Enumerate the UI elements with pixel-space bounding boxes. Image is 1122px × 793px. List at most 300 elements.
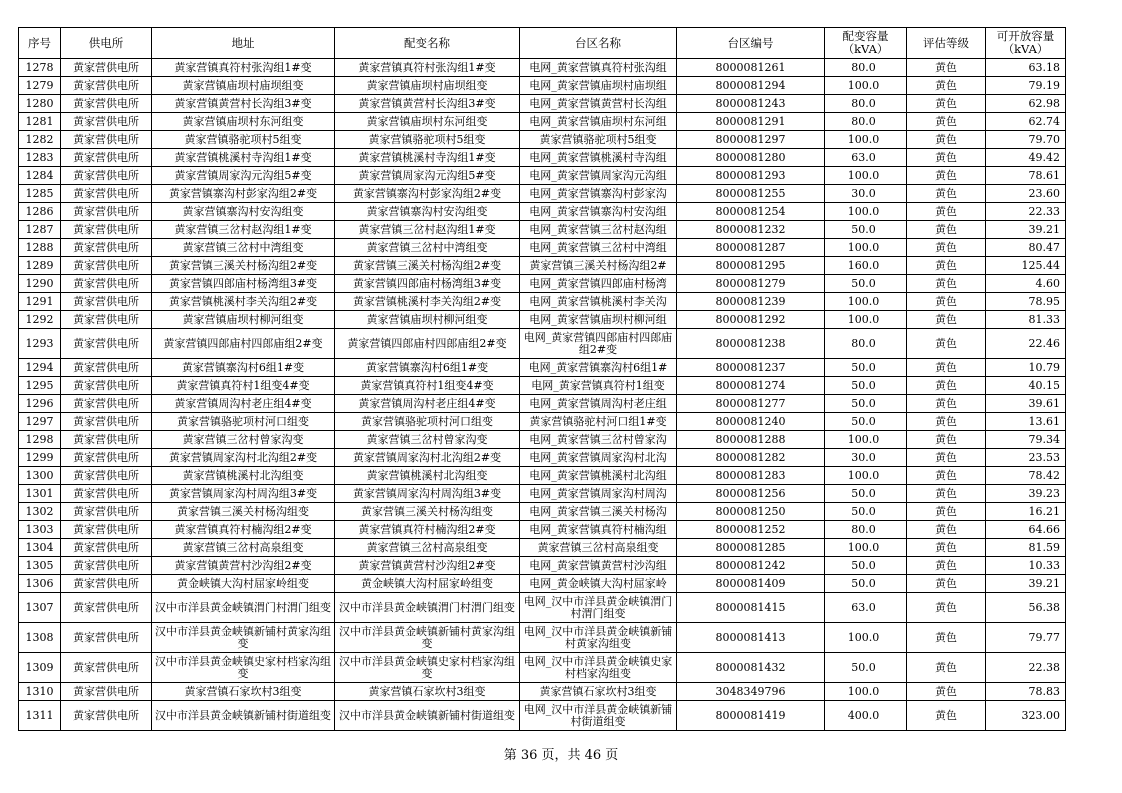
table-cell: 1298: [19, 431, 61, 449]
table-cell: 黄家营镇石家坎村3组变: [152, 683, 335, 701]
col-header-area-id: 台区编号: [677, 28, 825, 59]
table-cell: 8000081254: [677, 203, 825, 221]
table-cell: 80.0: [825, 329, 907, 359]
table-cell: 1279: [19, 77, 61, 95]
table-cell: 黄家营镇三溪关村杨沟组2#变: [152, 257, 335, 275]
table-cell: 1286: [19, 203, 61, 221]
table-cell: 160.0: [825, 257, 907, 275]
table-cell: 黄家营镇桃溪村李关沟组2#变: [152, 293, 335, 311]
table-cell: 黄家营镇三岔村高泉组变: [152, 539, 335, 557]
table-cell: 黄家营镇四郎庙村四郎庙组2#变: [152, 329, 335, 359]
table-cell: 1307: [19, 593, 61, 623]
table-cell: 黄家营镇三溪关村杨沟组变: [335, 503, 520, 521]
table-cell: 黄家营镇三岔村曾家沟变: [335, 431, 520, 449]
table-cell: 黄色: [907, 557, 986, 575]
table-cell: 电网_黄家营镇周家沟村周沟: [520, 485, 677, 503]
table-cell: 黄色: [907, 185, 986, 203]
table-cell: 电网_黄家营镇真符村楠沟组: [520, 521, 677, 539]
table-cell: 50.0: [825, 395, 907, 413]
page-footer: 第 36 页，共 46 页: [503, 748, 619, 763]
table-cell: 黄家营供电所: [61, 149, 152, 167]
table-cell: 黄色: [907, 683, 986, 701]
table-cell: 23.53: [986, 449, 1066, 467]
table-cell: 22.33: [986, 203, 1066, 221]
table-cell: 8000081277: [677, 395, 825, 413]
table-cell: 30.0: [825, 449, 907, 467]
table-cell: 1303: [19, 521, 61, 539]
table-cell: 81.33: [986, 311, 1066, 329]
table-cell: 黄家营供电所: [61, 653, 152, 683]
table-cell: 100.0: [825, 311, 907, 329]
table-cell: 黄色: [907, 149, 986, 167]
table-cell: 电网_黄家营镇庙坝村东河组: [520, 113, 677, 131]
table-cell: 49.42: [986, 149, 1066, 167]
col-header-area-name: 台区名称: [520, 28, 677, 59]
table-cell: 黄家营镇四郎庙村杨湾组3#变: [335, 275, 520, 293]
table-cell: 黄色: [907, 329, 986, 359]
table-cell: 汉中市洋县黄金峡镇渭门村渭门组变: [152, 593, 335, 623]
table-cell: 400.0: [825, 701, 907, 731]
table-cell: 100.0: [825, 623, 907, 653]
table-cell: 黄金峡镇大沟村屈家岭组变: [152, 575, 335, 593]
table-cell: 黄家营镇真符村张沟组1#变: [335, 59, 520, 77]
table-cell: 8000081238: [677, 329, 825, 359]
table-cell: 62.74: [986, 113, 1066, 131]
table-row: [19, 575, 1066, 593]
table-cell: 8000081432: [677, 653, 825, 683]
table-cell: 黄色: [907, 311, 986, 329]
table-cell: 电网_黄家营镇黄营村长沟组: [520, 95, 677, 113]
table-cell: 50.0: [825, 221, 907, 239]
table-cell: 黄家营镇周家沟村北沟组2#变: [335, 449, 520, 467]
table-cell: 黄家营镇三岔村高泉组变: [335, 539, 520, 557]
table-cell: 50.0: [825, 485, 907, 503]
table-cell: 黄家营供电所: [61, 701, 152, 731]
table-cell: 黄家营镇寨沟村安沟组变: [335, 203, 520, 221]
table-cell: 80.0: [825, 521, 907, 539]
table-cell: 黄家营供电所: [61, 167, 152, 185]
table-cell: 黄色: [907, 395, 986, 413]
table-row: [19, 683, 1066, 701]
table-cell: 黄家营镇真符村张沟组1#变: [152, 59, 335, 77]
table-cell: 1308: [19, 623, 61, 653]
table-cell: 8000081297: [677, 131, 825, 149]
table-cell: 62.98: [986, 95, 1066, 113]
table-cell: 黄家营镇三溪关村杨沟组2#: [520, 257, 677, 275]
table-cell: 黄家营镇寨沟村6组1#变: [152, 359, 335, 377]
table-cell: 黄金峡镇大沟村屈家岭组变: [335, 575, 520, 593]
table-cell: 50.0: [825, 359, 907, 377]
table-cell: 电网_黄家营镇寨沟村安沟组: [520, 203, 677, 221]
table-cell: 黄色: [907, 239, 986, 257]
table-cell: 100.0: [825, 203, 907, 221]
table-cell: 1302: [19, 503, 61, 521]
table-cell: 黄家营镇庙坝村柳河组变: [335, 311, 520, 329]
table-cell: 黄色: [907, 77, 986, 95]
table-row: [19, 467, 1066, 485]
table-cell: 黄家营镇寨沟村彭家沟组2#变: [335, 185, 520, 203]
table-cell: 8000081409: [677, 575, 825, 593]
table-cell: 1300: [19, 467, 61, 485]
table-cell: 8000081292: [677, 311, 825, 329]
table-cell: 黄色: [907, 113, 986, 131]
table-row: [19, 257, 1066, 275]
table-cell: 8000081237: [677, 359, 825, 377]
table-cell: 50.0: [825, 575, 907, 593]
table-cell: 39.61: [986, 395, 1066, 413]
table-cell: 汉中市洋县黄金峡镇新铺村街道组变: [335, 701, 520, 731]
table-cell: 黄家营供电所: [61, 623, 152, 653]
table-cell: 13.61: [986, 413, 1066, 431]
table-cell: 黄色: [907, 539, 986, 557]
table-cell: 黄色: [907, 293, 986, 311]
table-row: [19, 185, 1066, 203]
table-cell: 黄家营镇三岔村中湾组变: [335, 239, 520, 257]
capacity-table: [18, 27, 1066, 731]
table-cell: 3048349796: [677, 683, 825, 701]
table-cell: 黄家营镇庙坝村东河组变: [152, 113, 335, 131]
table-cell: 50.0: [825, 275, 907, 293]
table-cell: 323.00: [986, 701, 1066, 731]
table-cell: 黄家营供电所: [61, 359, 152, 377]
table-cell: 电网_黄家营镇三岔村中湾组: [520, 239, 677, 257]
table-cell: 电网_黄家营镇三溪关村杨沟: [520, 503, 677, 521]
table-cell: 黄家营镇寨沟村彭家沟组2#变: [152, 185, 335, 203]
table-cell: 1293: [19, 329, 61, 359]
table-cell: 黄家营镇四郎庙村杨湾组3#变: [152, 275, 335, 293]
table-row: [19, 293, 1066, 311]
col-header-open-capacity: 可开放容量 （kVA）: [986, 28, 1066, 59]
table-cell: 黄家营镇黄营村长沟组3#变: [152, 95, 335, 113]
table-cell: 黄家营供电所: [61, 275, 152, 293]
table-cell: 黄家营镇三溪关村杨沟组变: [152, 503, 335, 521]
table-cell: 黄色: [907, 431, 986, 449]
table-cell: 黄家营供电所: [61, 113, 152, 131]
table-cell: 黄家营供电所: [61, 521, 152, 539]
table-row: [19, 623, 1066, 653]
table-cell: 100.0: [825, 131, 907, 149]
header-row: [19, 28, 1066, 59]
table-cell: 黄家营镇三岔村曾家沟变: [152, 431, 335, 449]
table-cell: 16.21: [986, 503, 1066, 521]
table-cell: 63.18: [986, 59, 1066, 77]
table-cell: 汉中市洋县黄金峡镇新铺村街道组变: [152, 701, 335, 731]
table-cell: 80.47: [986, 239, 1066, 257]
table-cell: 黄家营镇庙坝村庙坝组变: [335, 77, 520, 95]
table-cell: 黄家营镇庙坝村庙坝组变: [152, 77, 335, 95]
table-cell: 1284: [19, 167, 61, 185]
table-cell: 黄家营镇三溪关村杨沟组2#变: [335, 257, 520, 275]
table-cell: 黄家营镇周沟村老庄组4#变: [152, 395, 335, 413]
table-cell: 黄家营镇黄营村沙沟组2#变: [335, 557, 520, 575]
table-cell: 黄色: [907, 623, 986, 653]
table-cell: 电网_黄家营镇桃溪村北沟组: [520, 467, 677, 485]
table-cell: 1304: [19, 539, 61, 557]
table-cell: 黄家营镇石家坎村3组变: [520, 683, 677, 701]
table-cell: 8000081252: [677, 521, 825, 539]
table-cell: 8000081240: [677, 413, 825, 431]
table-cell: 10.79: [986, 359, 1066, 377]
table-cell: 黄色: [907, 449, 986, 467]
table-cell: 79.34: [986, 431, 1066, 449]
table-cell: 电网_汉中市洋县黄金峡镇新铺村黄家沟组变: [520, 623, 677, 653]
table-cell: 黄家营镇三岔村赵沟组1#变: [152, 221, 335, 239]
table-cell: 1291: [19, 293, 61, 311]
table-cell: 8000081283: [677, 467, 825, 485]
table-row: [19, 485, 1066, 503]
table-cell: 1287: [19, 221, 61, 239]
table-cell: 黄家营镇寨沟村安沟组变: [152, 203, 335, 221]
table-cell: 黄色: [907, 275, 986, 293]
table-cell: 1290: [19, 275, 61, 293]
table-cell: 1310: [19, 683, 61, 701]
table-cell: 黄家营镇桃溪村北沟组变: [152, 467, 335, 485]
table-cell: 8000081242: [677, 557, 825, 575]
table-cell: 黄家营镇周家沟村周沟组3#变: [335, 485, 520, 503]
table-cell: 黄色: [907, 167, 986, 185]
table-cell: 8000081415: [677, 593, 825, 623]
table-row: [19, 113, 1066, 131]
table-row: [19, 329, 1066, 359]
table-cell: 黄家营镇真符村1组变4#变: [335, 377, 520, 395]
table-cell: 黄色: [907, 503, 986, 521]
table-cell: 黄家营供电所: [61, 95, 152, 113]
table-cell: 汉中市洋县黄金峡镇史家村档家沟组变: [335, 653, 520, 683]
table-cell: 78.42: [986, 467, 1066, 485]
table-cell: 39.21: [986, 221, 1066, 239]
table-cell: 黄家营供电所: [61, 485, 152, 503]
col-header-address: 地址: [152, 28, 335, 59]
table-cell: 电网_黄家营镇寨沟村6组1#: [520, 359, 677, 377]
table-cell: 电网_黄家营镇桃溪村李关沟: [520, 293, 677, 311]
table-row: [19, 59, 1066, 77]
table-cell: 100.0: [825, 431, 907, 449]
table-cell: 黄家营镇三岔村中湾组变: [152, 239, 335, 257]
table-cell: 8000081293: [677, 167, 825, 185]
table-cell: 黄家营供电所: [61, 557, 152, 575]
table-cell: 50.0: [825, 503, 907, 521]
table-cell: 黄色: [907, 221, 986, 239]
table-row: [19, 701, 1066, 731]
table-cell: 1294: [19, 359, 61, 377]
table-cell: 黄色: [907, 593, 986, 623]
table-cell: 黄家营镇周家沟村周沟组3#变: [152, 485, 335, 503]
table-cell: 63.0: [825, 593, 907, 623]
table-cell: 电网_汉中市洋县黄金峡镇史家村档家沟组变: [520, 653, 677, 683]
table-cell: 8000081413: [677, 623, 825, 653]
table-cell: 8000081239: [677, 293, 825, 311]
table-cell: 100.0: [825, 239, 907, 257]
table-cell: 黄家营镇四郎庙村四郎庙组2#变: [335, 329, 520, 359]
table-cell: 黄家营供电所: [61, 593, 152, 623]
table-cell: 电网_黄家营镇寨沟村彭家沟: [520, 185, 677, 203]
table-cell: 8000081287: [677, 239, 825, 257]
col-header-transformer: 配变名称: [335, 28, 520, 59]
table-cell: 黄家营供电所: [61, 575, 152, 593]
table-cell: 1309: [19, 653, 61, 683]
table-cell: 黄色: [907, 575, 986, 593]
col-header-index: 序号: [19, 28, 61, 59]
table-cell: 黄家营供电所: [61, 59, 152, 77]
table-cell: 50.0: [825, 557, 907, 575]
table-cell: 黄色: [907, 653, 986, 683]
table-cell: 1283: [19, 149, 61, 167]
table-cell: 8000081291: [677, 113, 825, 131]
table-cell: 电网_黄家营镇桃溪村寺沟组: [520, 149, 677, 167]
table-cell: 黄家营镇真符村楠沟组2#变: [335, 521, 520, 539]
table-cell: 黄家营镇骆驼村河口组1#变: [520, 413, 677, 431]
table-cell: 50.0: [825, 413, 907, 431]
table-cell: 黄家营供电所: [61, 395, 152, 413]
table-row: [19, 431, 1066, 449]
table-cell: 79.19: [986, 77, 1066, 95]
table-cell: 79.77: [986, 623, 1066, 653]
table-cell: 黄家营镇庙坝村柳河组变: [152, 311, 335, 329]
table-cell: 黄家营供电所: [61, 683, 152, 701]
table-cell: 1311: [19, 701, 61, 731]
table-cell: 黄色: [907, 257, 986, 275]
table-cell: 30.0: [825, 185, 907, 203]
table-cell: 电网_黄家营镇四郎庙村杨湾: [520, 275, 677, 293]
table-cell: 电网_黄家营镇三岔村赵沟组: [520, 221, 677, 239]
table-cell: 1281: [19, 113, 61, 131]
col-header-rating: 评估等级: [907, 28, 986, 59]
table-cell: 100.0: [825, 167, 907, 185]
table-cell: 电网_黄家营镇周家沟元沟组: [520, 167, 677, 185]
table-cell: 黄家营镇骆驼项村5组变: [152, 131, 335, 149]
col-header-station: 供电所: [61, 28, 152, 59]
table-cell: 黄家营供电所: [61, 257, 152, 275]
table-cell: 电网_黄家营镇四郎庙村四郎庙组2#变: [520, 329, 677, 359]
table-cell: 1305: [19, 557, 61, 575]
table-row: [19, 557, 1066, 575]
table-cell: 125.44: [986, 257, 1066, 275]
table-cell: 黄家营镇桃溪村寺沟组1#变: [152, 149, 335, 167]
table-cell: 黄家营供电所: [61, 239, 152, 257]
table-cell: 黄家营供电所: [61, 503, 152, 521]
table-cell: 80.0: [825, 59, 907, 77]
table-cell: 黄色: [907, 131, 986, 149]
table-cell: 8000081279: [677, 275, 825, 293]
table-cell: 黄家营供电所: [61, 203, 152, 221]
table-cell: 81.59: [986, 539, 1066, 557]
table-cell: 黄色: [907, 521, 986, 539]
table-cell: 8000081285: [677, 539, 825, 557]
table-cell: 电网_黄家营镇庙坝村庙坝组: [520, 77, 677, 95]
table-cell: 黄色: [907, 203, 986, 221]
table-row: [19, 449, 1066, 467]
table-cell: 黄色: [907, 413, 986, 431]
table-cell: 8000081274: [677, 377, 825, 395]
table-cell: 56.38: [986, 593, 1066, 623]
table-row: [19, 395, 1066, 413]
table-cell: 4.60: [986, 275, 1066, 293]
table-row: [19, 539, 1066, 557]
table-row: [19, 131, 1066, 149]
table-cell: 黄家营镇周沟村老庄组4#变: [335, 395, 520, 413]
table-cell: 黄家营供电所: [61, 539, 152, 557]
table-row: [19, 167, 1066, 185]
table-cell: 黄家营镇庙坝村东河组变: [335, 113, 520, 131]
table-cell: 电网_黄家营镇黄营村沙沟组: [520, 557, 677, 575]
table-cell: 1292: [19, 311, 61, 329]
table-cell: 8000081280: [677, 149, 825, 167]
table-cell: 8000081282: [677, 449, 825, 467]
table-cell: 黄色: [907, 95, 986, 113]
table-cell: 电网_黄金峡镇大沟村屈家岭: [520, 575, 677, 593]
table-cell: 80.0: [825, 95, 907, 113]
table-row: [19, 503, 1066, 521]
table-cell: 黄家营供电所: [61, 185, 152, 203]
table-cell: 64.66: [986, 521, 1066, 539]
table-cell: 黄家营供电所: [61, 311, 152, 329]
table-cell: 100.0: [825, 77, 907, 95]
table-cell: 100.0: [825, 539, 907, 557]
table-cell: 63.0: [825, 149, 907, 167]
table-cell: 黄色: [907, 59, 986, 77]
table-cell: 黄家营供电所: [61, 77, 152, 95]
table-cell: 8000081261: [677, 59, 825, 77]
table-cell: 黄家营镇桃溪村李关沟组2#变: [335, 293, 520, 311]
table-cell: 8000081232: [677, 221, 825, 239]
table-cell: 黄色: [907, 467, 986, 485]
table-row: [19, 311, 1066, 329]
table-cell: 1301: [19, 485, 61, 503]
table-cell: 22.46: [986, 329, 1066, 359]
table-cell: 50.0: [825, 377, 907, 395]
table-cell: 黄家营镇真符村楠沟组2#变: [152, 521, 335, 539]
table-cell: 黄家营镇骆驼项村5组变: [335, 131, 520, 149]
table-cell: 40.15: [986, 377, 1066, 395]
table-row: [19, 359, 1066, 377]
table-row: [19, 77, 1066, 95]
table-cell: 1306: [19, 575, 61, 593]
table-cell: 汉中市洋县黄金峡镇新铺村黄家沟组变: [152, 623, 335, 653]
table-cell: 黄家营镇骆驼项村河口组变: [152, 413, 335, 431]
table-cell: 78.83: [986, 683, 1066, 701]
table-cell: 黄色: [907, 377, 986, 395]
table-cell: 黄家营镇骆驼项村5组变: [520, 131, 677, 149]
table-row: [19, 95, 1066, 113]
table-row: [19, 521, 1066, 539]
table-cell: 8000081250: [677, 503, 825, 521]
table-cell: 黄家营镇三岔村高泉组变: [520, 539, 677, 557]
table-cell: 1280: [19, 95, 61, 113]
table-row: [19, 149, 1066, 167]
table-cell: 黄色: [907, 701, 986, 731]
table-cell: 黄家营镇周家沟村北沟组2#变: [152, 449, 335, 467]
table-row: [19, 653, 1066, 683]
table-cell: 黄家营镇周家沟元沟组5#变: [152, 167, 335, 185]
table-cell: 黄家营镇寨沟村6组1#变: [335, 359, 520, 377]
table-cell: 8000081419: [677, 701, 825, 731]
table-cell: 电网_汉中市洋县黄金峡镇渭门村渭门组变: [520, 593, 677, 623]
table-row: [19, 203, 1066, 221]
table-row: [19, 239, 1066, 257]
table-cell: 黄家营镇黄营村沙沟组2#变: [152, 557, 335, 575]
table-cell: 80.0: [825, 113, 907, 131]
table-cell: 8000081288: [677, 431, 825, 449]
table-cell: 1278: [19, 59, 61, 77]
table-cell: 8000081255: [677, 185, 825, 203]
table-cell: 1289: [19, 257, 61, 275]
table-cell: 汉中市洋县黄金峡镇渭门村渭门组变: [335, 593, 520, 623]
table-cell: 电网_黄家营镇真符村1组变: [520, 377, 677, 395]
table-cell: 79.70: [986, 131, 1066, 149]
table-cell: 1282: [19, 131, 61, 149]
table-cell: 黄家营镇黄营村长沟组3#变: [335, 95, 520, 113]
table-cell: 1295: [19, 377, 61, 395]
